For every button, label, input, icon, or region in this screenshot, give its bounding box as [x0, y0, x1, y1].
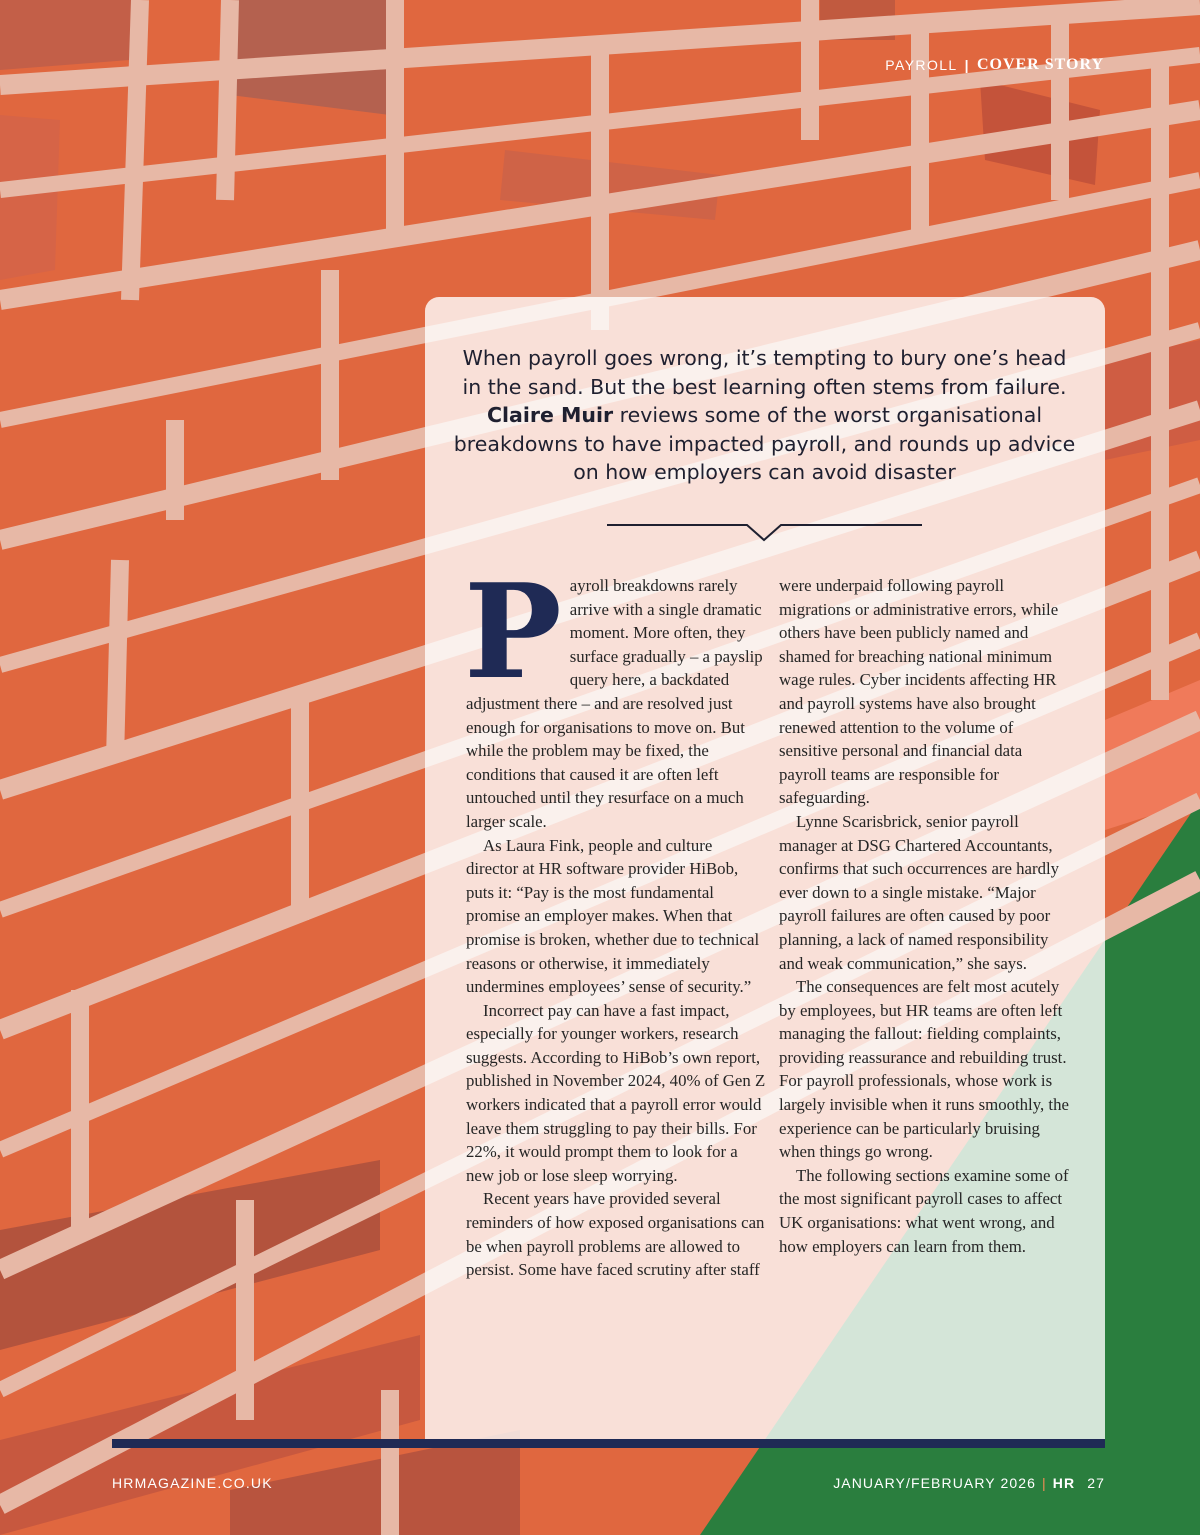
standfirst: [452, 344, 1077, 487]
article-column-2: [779, 574, 1071, 1258]
magazine-name: HR: [1052, 1475, 1076, 1491]
body-paragraph: Lynne Scarisbrick, senior payroll manager at DSG Chartered Accountants, confirms that such occurrences are hardly ever down to a single mistake. “Major payroll failures are often caused by poor planning, a lack of named responsibility and weak communication,” she says.: [779, 811, 1060, 973]
page-footer: [833, 1475, 1105, 1491]
body-paragraph: As Laura Fink, people and culture director at HR software provider HiBob, puts it: “Pay is the most fundamental promise an employer makes. When that promise is broken, whether due to technical reasons or otherwise, it immediately undermines employees’ sense of security.”: [466, 835, 760, 997]
body-paragraph: Recent years have provided several reminders of how exposed organisations can be when payroll problems are allowed to persist. Some have faced scrutiny after staff: [466, 1189, 765, 1280]
body-paragraph: The following sections examine some of the most significant payroll cases to affect UK organisations: what went wrong, and how employers can learn from them.: [779, 1165, 1069, 1256]
chevron-divider-icon: [607, 515, 922, 545]
body-paragraph: Payroll breakdowns rarely arrive with a single dramatic moment. More often, they surface gradually – a payslip query here, a backdated adjustment there – and are resolved just enough for organisations to move on. But while the problem may be fixed, the conditions that caused it are often left untouched until they resurface on a much larger scale.: [464, 555, 763, 831]
drop-cap: P: [464, 555, 562, 708]
issue-date: JANUARY/FEBRUARY 2026: [833, 1475, 1037, 1491]
website-url: HRMAGAZINE.CO.UK: [112, 1475, 273, 1491]
footer-separator: |: [1042, 1475, 1047, 1491]
body-paragraph: The consequences are felt most acutely by employees, but HR teams are often left managing the fallout: fielding complaints, providing reassurance and rebuilding trust. For payroll professionals, whose work is largely invisible when it runs smoothly, the experience can be particularly bruising when things go wrong.: [779, 977, 1069, 1162]
header-separator: |: [964, 57, 970, 73]
body-paragraph: were underpaid following payroll migrations or administrative errors, while others have been publicly named and shamed for breaching national minimum wage rules. Cyber incidents affecting HR and payroll systems have also brought renewed attention to the volume of sensitive personal and financial data payroll teams are responsible for safeguarding.: [779, 576, 1059, 808]
standfirst-text-before: When payroll goes wrong, it’s tempting to bury one’s head in the sand. But the best learning often stems from failure.: [462, 346, 1067, 399]
footer-rule: [112, 1439, 1105, 1448]
section-header: [885, 56, 1104, 74]
author-name: Claire Muir: [486, 403, 614, 427]
page-number: 27: [1087, 1475, 1105, 1491]
article-column-1: [464, 555, 766, 1282]
cover-story-label: COVER STORY: [976, 56, 1104, 73]
body-paragraph: Incorrect pay can have a fast impact, especially for younger workers, research suggests. According to HiBob’s own report, published in November 2024, 40% of Gen Z workers indicated that a payroll error would leave them struggling to pay their bills. For 22%, it would prompt them to look for a new job or lose sleep worrying.: [466, 1000, 766, 1185]
section-label: PAYROLL: [885, 57, 958, 73]
standfirst-text-after: reviews some of the worst organisational breakdowns to have impacted payroll, and rounds up advice on how employers can avoid disaster: [453, 403, 1076, 484]
